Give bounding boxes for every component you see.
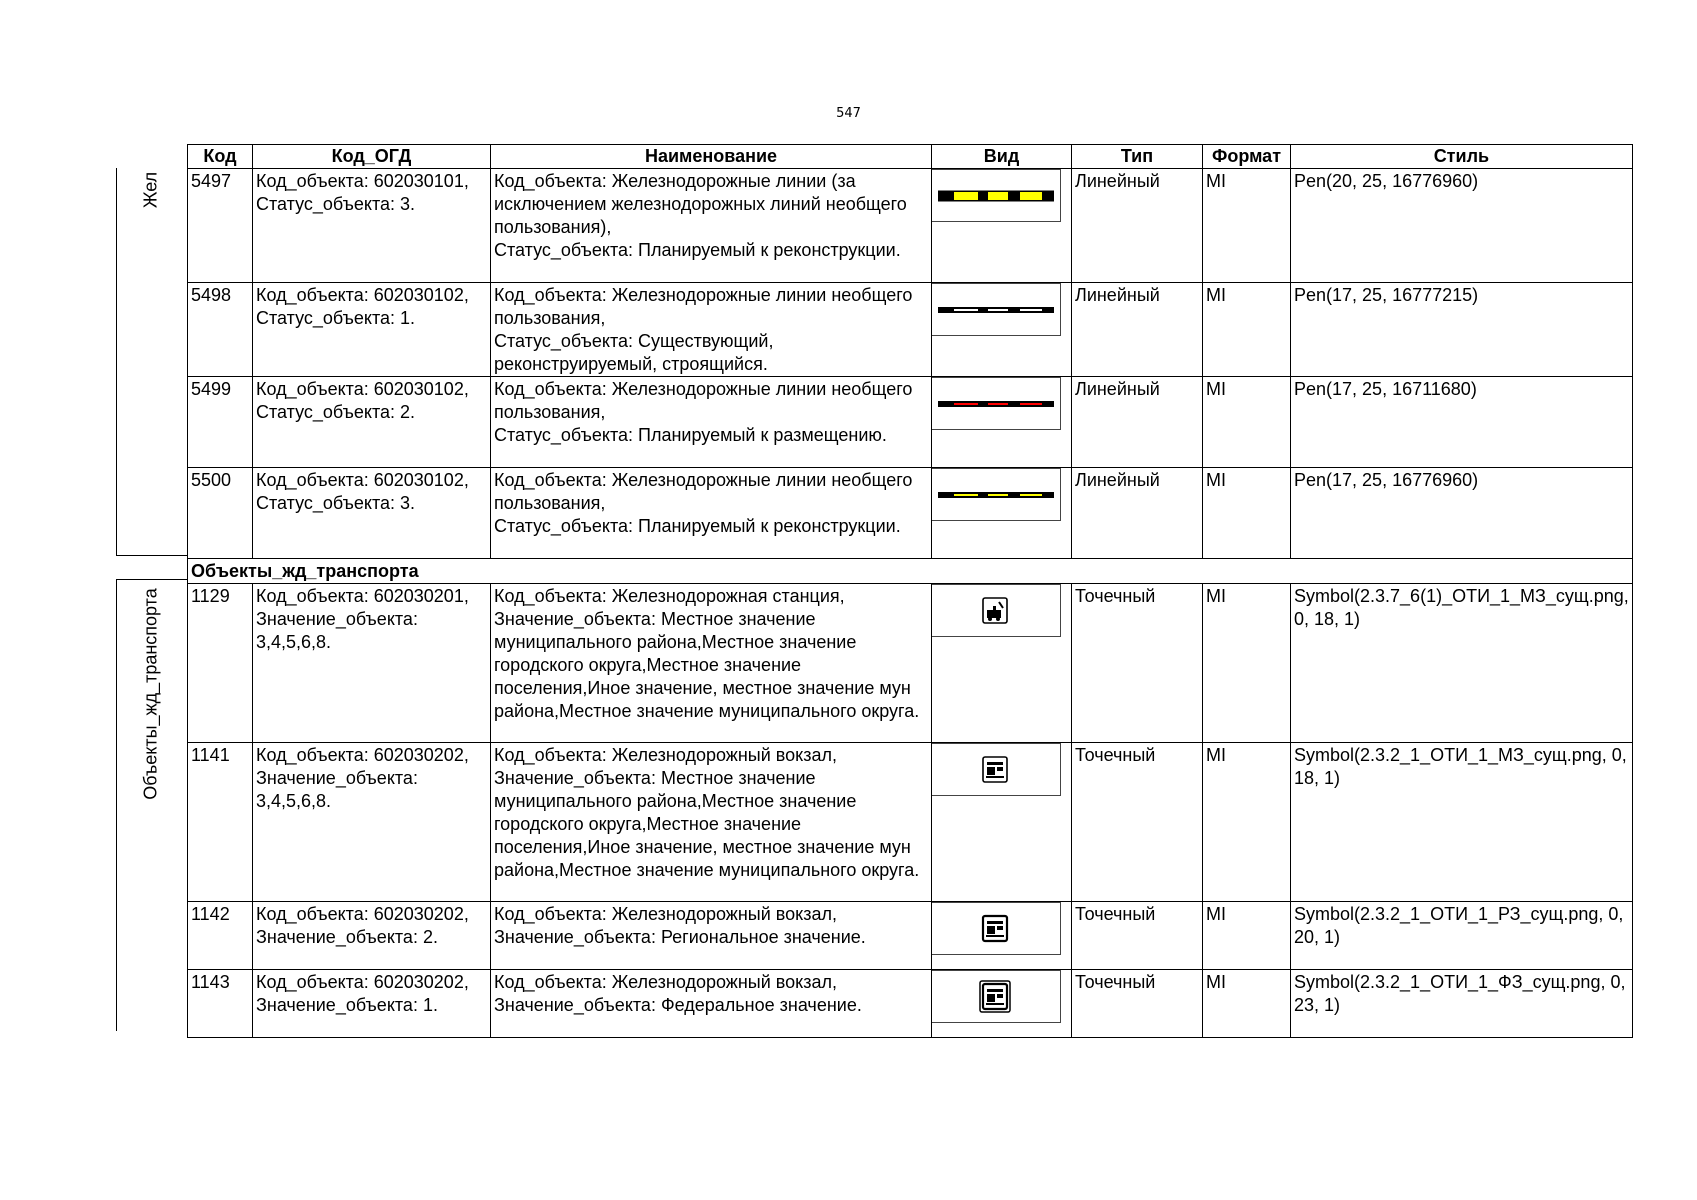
cell-ogd: Код_объекта: 602030202, Значение_объекта: 3,4,5,6,8.: [253, 743, 491, 902]
cell-ogd: Код_объекта: 602030102, Статус_объекта: 2.: [253, 377, 491, 468]
group-divider: [116, 555, 187, 556]
cell-code: 5499: [188, 377, 253, 468]
cell-style: Symbol(2.3.7_6(1)_ОТИ_1_МЗ_сущ.png, 0, 18, 1): [1291, 584, 1633, 743]
line-style-preview: [932, 169, 1061, 222]
col-header-name: Наименование: [491, 145, 932, 169]
cell-vid: [932, 169, 1072, 283]
cell-style: Pen(17, 25, 16776960): [1291, 468, 1633, 559]
cell-type: Точечный: [1072, 584, 1203, 743]
layer-table: [187, 144, 1633, 1038]
cell-format: MI: [1203, 377, 1291, 468]
cell-type: Точечный: [1072, 970, 1203, 1038]
table-row: [188, 377, 1633, 468]
cell-code: 5500: [188, 468, 253, 559]
cell-type: Линейный: [1072, 283, 1203, 377]
cell-style: Symbol(2.3.2_1_ОТИ_1_МЗ_сущ.png, 0, 18, 1): [1291, 743, 1633, 902]
railway-terminal-icon: [932, 743, 1061, 796]
col-header-type: Тип: [1072, 145, 1203, 169]
cell-format: MI: [1203, 283, 1291, 377]
cell-vid: [932, 970, 1072, 1038]
cell-name: Код_объекта: Железнодорожные линии необщего пользования, Статус_объекта: Планируемый к реконструкции.: [491, 468, 932, 559]
cell-vid: [932, 743, 1072, 902]
col-header-code: Код: [188, 145, 253, 169]
cell-vid: [932, 902, 1072, 970]
railway-terminal-regional-icon: [932, 902, 1061, 955]
cell-type: Линейный: [1072, 377, 1203, 468]
cell-name: Код_объекта: Железнодорожный вокзал, Значение_объекта: Местное значение муниципального района,Местное значение городского округа,Местное значение поселения,Иное значение, местное значение мун района,Местное значение муниципального округа.: [491, 743, 932, 902]
table-row: [188, 970, 1633, 1038]
group-divider: [116, 579, 187, 580]
col-header-ogd: Код_ОГД: [253, 145, 491, 169]
group-divider: [116, 579, 117, 1031]
cell-vid: [932, 468, 1072, 559]
cell-name: Код_объекта: Железнодорожные линии необщего пользования, Статус_объекта: Планируемый к размещению.: [491, 377, 932, 468]
cell-format: MI: [1203, 902, 1291, 970]
cell-type: Линейный: [1072, 468, 1203, 559]
cell-format: MI: [1203, 743, 1291, 902]
cell-ogd: Код_объекта: 602030201, Значение_объекта: 3,4,5,6,8.: [253, 584, 491, 743]
table-row: [188, 743, 1633, 902]
cell-format: MI: [1203, 584, 1291, 743]
line-style-preview: [932, 377, 1061, 430]
cell-style: Pen(17, 25, 16777215): [1291, 283, 1633, 377]
group-label-zhel: Жел: [140, 171, 161, 209]
cell-vid: [932, 377, 1072, 468]
group-header: Объекты_жд_транспорта: [188, 559, 1633, 584]
cell-vid: [932, 584, 1072, 743]
cell-ogd: Код_объекта: 602030202, Значение_объекта: 1.: [253, 970, 491, 1038]
col-header-format: Формат: [1203, 145, 1291, 169]
col-header-vid: Вид: [932, 145, 1072, 169]
group-label-objects: Объекты_жд_транспорта: [140, 588, 161, 800]
cell-type: Точечный: [1072, 743, 1203, 902]
group-divider: [116, 168, 117, 555]
cell-style: Pen(17, 25, 16711680): [1291, 377, 1633, 468]
cell-name: Код_объекта: Железнодорожный вокзал, Значение_объекта: Региональное значение.: [491, 902, 932, 970]
cell-style: Symbol(2.3.2_1_ОТИ_1_РЗ_сущ.png, 0, 20, 1): [1291, 902, 1633, 970]
cell-style: Symbol(2.3.2_1_ОТИ_1_ФЗ_сущ.png, 0, 23, 1): [1291, 970, 1633, 1038]
cell-format: MI: [1203, 169, 1291, 283]
cell-ogd: Код_объекта: 602030102, Статус_объекта: 1.: [253, 283, 491, 377]
railway-station-icon: [932, 584, 1061, 637]
line-style-preview: [932, 283, 1061, 336]
cell-type: Линейный: [1072, 169, 1203, 283]
cell-vid: [932, 283, 1072, 377]
col-header-style: Стиль: [1291, 145, 1633, 169]
cell-ogd: Код_объекта: 602030102, Статус_объекта: 3.: [253, 468, 491, 559]
cell-name: Код_объекта: Железнодорожная станция, Значение_объекта: Местное значение муниципального района,Местное значение городского округа,Местное значение поселения,Иное значение, местное значение мун района,Местное значение муниципального округа.: [491, 584, 932, 743]
cell-type: Точечный: [1072, 902, 1203, 970]
cell-code: 1143: [188, 970, 253, 1038]
table-row: [188, 283, 1633, 377]
cell-name: Код_объекта: Железнодорожные линии необщего пользования, Статус_объекта: Существующий, реконструируемый, строящийся.: [491, 283, 932, 377]
table-row: [188, 169, 1633, 283]
cell-code: 1142: [188, 902, 253, 970]
cell-format: MI: [1203, 970, 1291, 1038]
group-header-row: [188, 559, 1633, 584]
table-row: [188, 902, 1633, 970]
cell-code: 1141: [188, 743, 253, 902]
cell-code: 5498: [188, 283, 253, 377]
cell-name: Код_объекта: Железнодорожный вокзал, Значение_объекта: Федеральное значение.: [491, 970, 932, 1038]
header-row: [188, 145, 1633, 169]
cell-ogd: Код_объекта: 602030202, Значение_объекта: 2.: [253, 902, 491, 970]
cell-ogd: Код_объекта: 602030101, Статус_объекта: 3.: [253, 169, 491, 283]
cell-code: 5497: [188, 169, 253, 283]
table-row: [188, 584, 1633, 743]
table-row: [188, 468, 1633, 559]
cell-code: 1129: [188, 584, 253, 743]
railway-terminal-federal-icon: [932, 970, 1061, 1023]
cell-name: Код_объекта: Железнодорожные линии (за исключением железнодорожных линий необщего пользования), Статус_объекта: Планируемый к реконструкции.: [491, 169, 932, 283]
cell-style: Pen(20, 25, 16776960): [1291, 169, 1633, 283]
cell-format: MI: [1203, 468, 1291, 559]
line-style-preview: [932, 468, 1061, 521]
page-number: 547: [836, 106, 861, 121]
